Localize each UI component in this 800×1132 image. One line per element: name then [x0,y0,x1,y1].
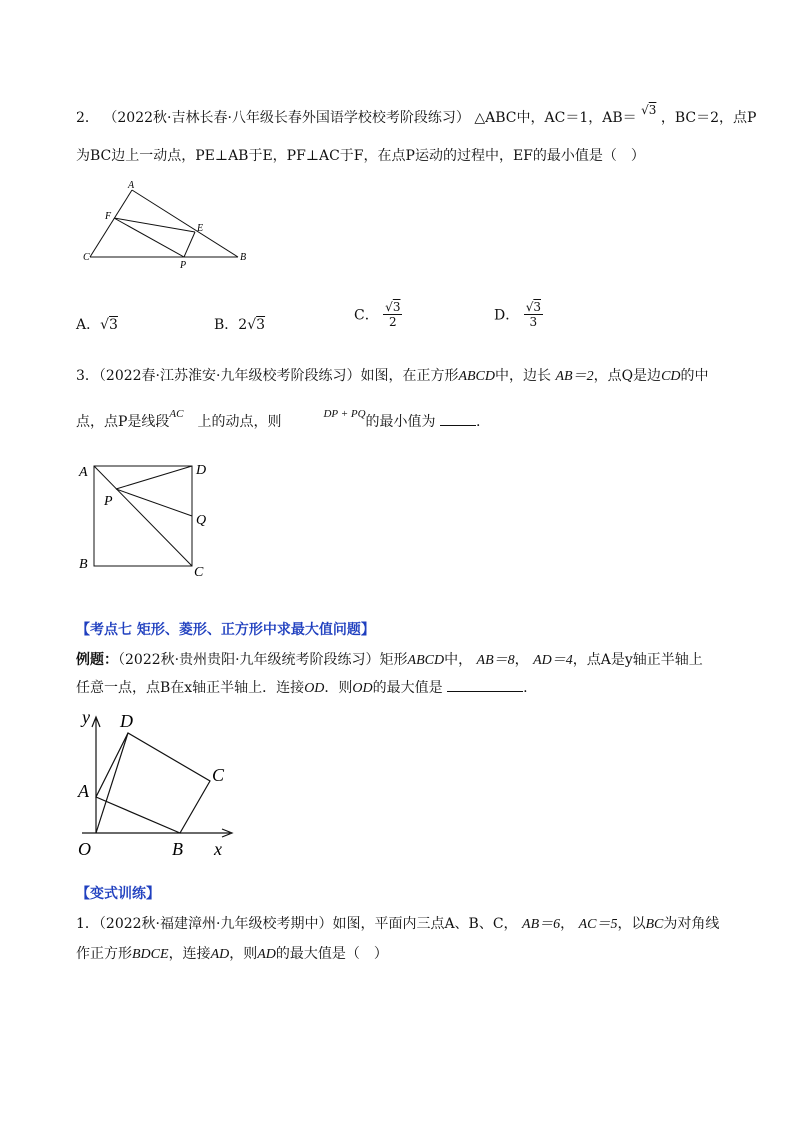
q3-label-c: C [194,565,204,580]
q2-option-a[interactable]: A．√3 [76,317,118,333]
k7-heading: 【考点七 矩形、菱形、正方形中求最大值问题】 [76,622,375,638]
q2-sqrt-ab: √3 [641,103,657,117]
q2-label-e: E [197,223,204,234]
k7-label-a: A [78,781,89,801]
k7-label-d: D [120,711,133,731]
k7-label-c: C [212,765,225,785]
q2-label-p: P [180,260,187,270]
q2-seg-pe [184,232,195,257]
q3-line-2: 点，点P是线段$^{AC}$ 上的动点，则 $^{DP + PQ}$的最小值为 . [76,408,481,430]
q2-label-f: F [105,211,112,222]
k7-rectangle [96,733,210,833]
q2-label-b: B [240,252,247,263]
k7-seg-od [96,733,128,833]
q2-option-c[interactable]: C． $\frac{√3}{2}$ [354,300,401,329]
q3-line-1: 3．（2022春·江苏淮安·九年级校考阶段练习）如图，在正方形ABCD中，边长 AB＝2，点Q是边CD的中 [76,368,709,384]
bs-line-1: 1．（2022秋·福建漳州·九年级校考期中）如图，平面内三点A、B、C， AB＝6， AC＝5，以BC为对角线 [76,916,720,932]
q2-seg-ac [90,190,132,257]
q2-option-d[interactable]: D． $\frac{√3}{3}$ [494,300,541,329]
q3-seg-pq [116,489,192,516]
q3-label-d: D [196,463,207,478]
q2-label-a: A [128,180,135,191]
q2-figure [80,178,260,270]
q3-label-a: A [79,465,88,480]
k7-label-b: B [172,839,183,859]
k7-answer-blank[interactable] [447,691,523,692]
q2-line-1 [76,103,757,128]
q3-label-q: Q [196,513,207,528]
q3-label-p: P [104,494,113,509]
q3-source: （2022春·江苏淮安·九年级校考阶段练习） [98,368,361,384]
q2-text-1a: △ABC中，AC＝1，AB＝ [474,110,637,126]
q3-figure [76,458,216,580]
k7-label-o: O [78,839,91,859]
q3-seg-pd [116,466,192,489]
q3-label-b: B [79,557,88,572]
q2-label-c: C [83,252,90,263]
q2-option-b[interactable]: B．2√3 [214,317,266,333]
q2-line-2: 为BC边上一动点，PE⊥AB于E，PF⊥AC于F，在点P运动的过程中，EF的最小值是（ ） [76,148,645,164]
bs-heading: 【变式训练】 [76,886,160,902]
k7-figure [72,705,242,861]
k7-label-x: x [214,839,222,859]
q2-source: （2022秋·吉林长春·八年级长春外国语学校校考阶段练习） [103,110,470,126]
k7-example-label: 例题： [76,652,118,668]
q3-answer-blank[interactable] [440,425,476,426]
k7-example-line-2: 任意一点，点B在x轴正半轴上．连接OD．则OD的最大值是 . [76,680,528,696]
q2-text-1b: ，BC＝2，点P [660,110,757,126]
q2-number: 2． [76,110,99,126]
bs-line-2: 作正方形BDCE，连接AD，则AD的最大值是（ ） [76,946,388,962]
k7-label-y: y [82,707,90,727]
k7-example-line-1: 例题：（2022秋·贵州贵阳·九年级统考阶段练习）矩形ABCD中， AB＝8， AD＝4，点A是y轴正半轴上 [76,652,703,668]
